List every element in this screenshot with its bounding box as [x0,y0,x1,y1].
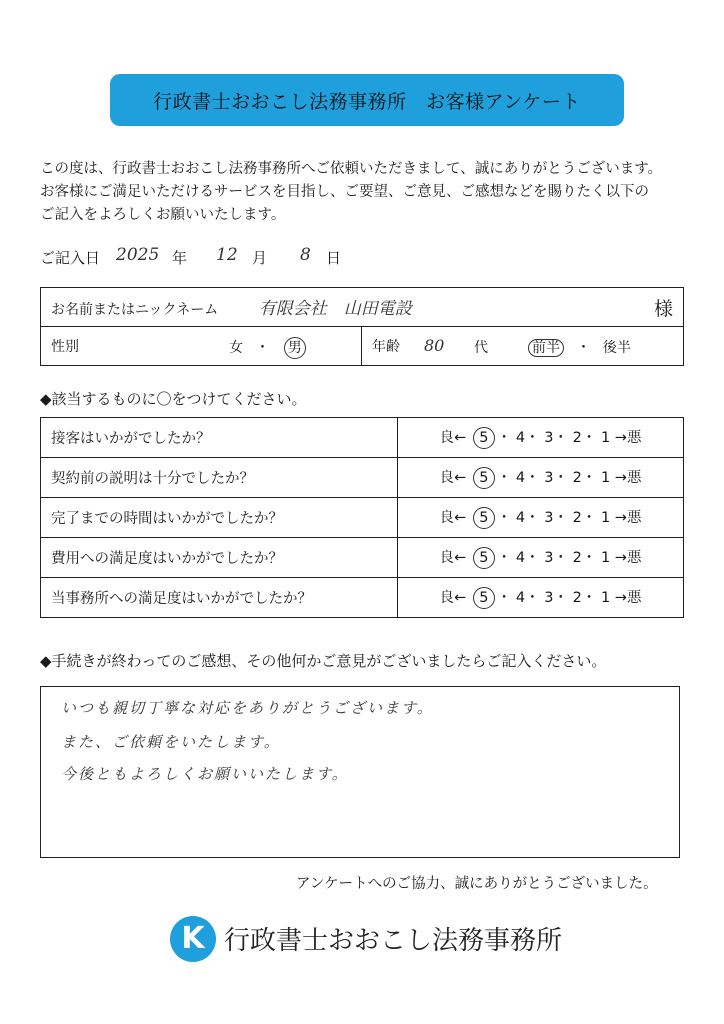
rating-good-label: 良← [439,470,467,486]
name-cell [41,288,684,327]
rating-scale [398,538,684,578]
gender-option-male[interactable]: 男 [284,337,306,359]
intro-line: お客様にご満足いただけるサービスを目指し、ご要望、ご意見、ご感想などを賜りたく以下の [40,184,649,200]
age-separator: ・ [576,340,591,356]
comment-line: いつも親切丁寧な対応をありがとうございます。 [61,699,434,717]
question-text: 契約前の説明は十分でしたか？ [41,458,398,498]
date-month-unit: 月 [252,249,268,267]
question-row [41,458,684,498]
rating-separator: ・ [525,590,540,606]
rating-bad-label: →悪 [614,470,642,486]
entry-date-row [40,243,400,273]
intro-line: ご記入をよろしくお願いいたします。 [40,207,286,223]
rating-separator: ・ [553,510,568,526]
rating-option-2[interactable]: 2 [572,590,582,606]
rating-bad-label: →悪 [614,430,642,446]
rating-questions-table [40,417,684,618]
rating-separator: ・ [525,470,540,486]
rating-option-3[interactable]: 3 [544,470,554,486]
rating-good-label: 良← [439,430,467,446]
rating-option-5[interactable]: 5 [473,467,495,489]
rating-scale [398,418,684,458]
rating-option-3[interactable]: 3 [544,590,554,606]
gender-cell [41,327,362,366]
date-day-value[interactable]: 8 [300,245,311,265]
rating-separator: ・ [525,550,540,566]
rating-option-1[interactable]: 1 [600,590,611,606]
rating-option-2[interactable]: 2 [572,550,582,566]
intro-text [40,158,700,227]
gender-option-female[interactable]: 女 [229,340,243,356]
rating-option-1[interactable]: 1 [600,430,611,446]
rating-option-1[interactable]: 1 [600,470,611,486]
rating-option-2[interactable]: 2 [572,510,582,526]
gender-separator: ・ [255,340,270,356]
survey-title-banner [110,74,624,126]
survey-title: 行政書士おおこし法務事務所 お客様アンケート [153,90,581,113]
rating-separator: ・ [525,510,540,526]
rating-separator: ・ [496,550,512,566]
rating-option-4[interactable]: 4 [515,510,526,526]
rating-scale [398,458,684,498]
rating-separator: ・ [553,590,568,606]
question-text: 完了までの時間はいかがでしたか？ [41,498,398,538]
age-second-half-option[interactable]: 後半 [602,340,631,356]
rating-separator: ・ [496,510,512,526]
rating-option-2[interactable]: 2 [572,470,582,486]
rating-option-4[interactable]: 4 [515,470,526,486]
rating-option-4[interactable]: 4 [515,550,526,566]
date-year-value[interactable]: 2025 [116,245,160,265]
rating-separator: ・ [525,430,540,446]
question-text: 費用への満足度はいかがでしたか？ [41,538,398,578]
age-label: 年齢 [372,339,400,355]
rating-good-label: 良← [439,550,467,566]
name-value[interactable]: 有限会社 山田電設 [258,298,412,319]
rating-option-4[interactable]: 4 [515,430,526,446]
section-heading-rating: ◆該当するものに〇をつけてください。 [40,390,307,408]
rating-good-label: 良← [439,510,467,526]
rating-option-5[interactable]: 5 [473,427,495,449]
rating-good-label: 良← [439,590,467,606]
rating-option-1[interactable]: 1 [600,510,611,526]
rating-option-5[interactable]: 5 [473,547,495,569]
rating-bad-label: →悪 [614,550,642,566]
rating-separator: ・ [553,550,568,566]
date-day-unit: 日 [326,249,342,267]
rating-option-5[interactable]: 5 [473,587,495,609]
rating-scale [398,578,684,618]
question-row [41,538,684,578]
age-unit: 代 [474,340,488,356]
logo-text: 行政書士おおこし法務事務所 [224,926,563,956]
rating-separator: ・ [496,470,512,486]
name-label: お名前またはニックネーム [51,301,219,318]
rating-separator: ・ [581,430,597,446]
rating-option-2[interactable]: 2 [572,430,582,446]
rating-separator: ・ [581,590,597,606]
question-row [41,578,684,618]
rating-option-1[interactable]: 1 [600,550,611,566]
rating-option-3[interactable]: 3 [544,510,554,526]
rating-separator: ・ [581,470,597,486]
customer-info-table [40,287,684,366]
question-text: 当事務所への満足度はいかがでしたか？ [41,578,398,618]
rating-bad-label: →悪 [614,590,642,606]
rating-separator: ・ [553,430,568,446]
age-first-half-option[interactable]: 前半 [528,339,564,357]
rating-separator: ・ [496,430,512,446]
office-logo [170,914,563,968]
date-label: ご記入日 [40,249,101,267]
comment-line: 今後ともよろしくお願いいたします。 [61,765,349,783]
rating-option-3[interactable]: 3 [544,430,554,446]
date-year-unit: 年 [172,249,188,267]
age-cell [362,327,684,366]
rating-scale [398,498,684,538]
rating-separator: ・ [581,550,597,566]
age-value[interactable]: 80 [424,336,445,355]
rating-separator: ・ [496,590,512,606]
question-text: 接客はいかがでしたか？ [41,418,398,458]
rating-option-5[interactable]: 5 [473,507,495,529]
section-heading-comments: ◆手続きが終わってのご感想、その他何かご意見がございましたらご記入ください。 [40,652,607,670]
honorific: 様 [653,297,673,320]
question-row [41,418,684,458]
rating-separator: ・ [553,470,568,486]
comment-line: また、ご依頼をいたします。 [61,733,281,751]
logo-k-icon: K [170,916,216,962]
rating-separator: ・ [581,510,597,526]
comment-box[interactable] [40,686,680,858]
question-row [41,498,684,538]
intro-line: この度は、行政書士おおこし法務事務所へご依頼いただきまして、誠にありがとうございます。 [40,161,663,177]
rating-option-3[interactable]: 3 [544,550,554,566]
date-month-value[interactable]: 12 [216,245,238,265]
gender-label: 性別 [51,339,79,355]
rating-bad-label: →悪 [614,510,642,526]
rating-option-4[interactable]: 4 [515,590,526,606]
thanks-message: アンケートへのご協力、誠にありがとうございました。 [296,876,658,892]
